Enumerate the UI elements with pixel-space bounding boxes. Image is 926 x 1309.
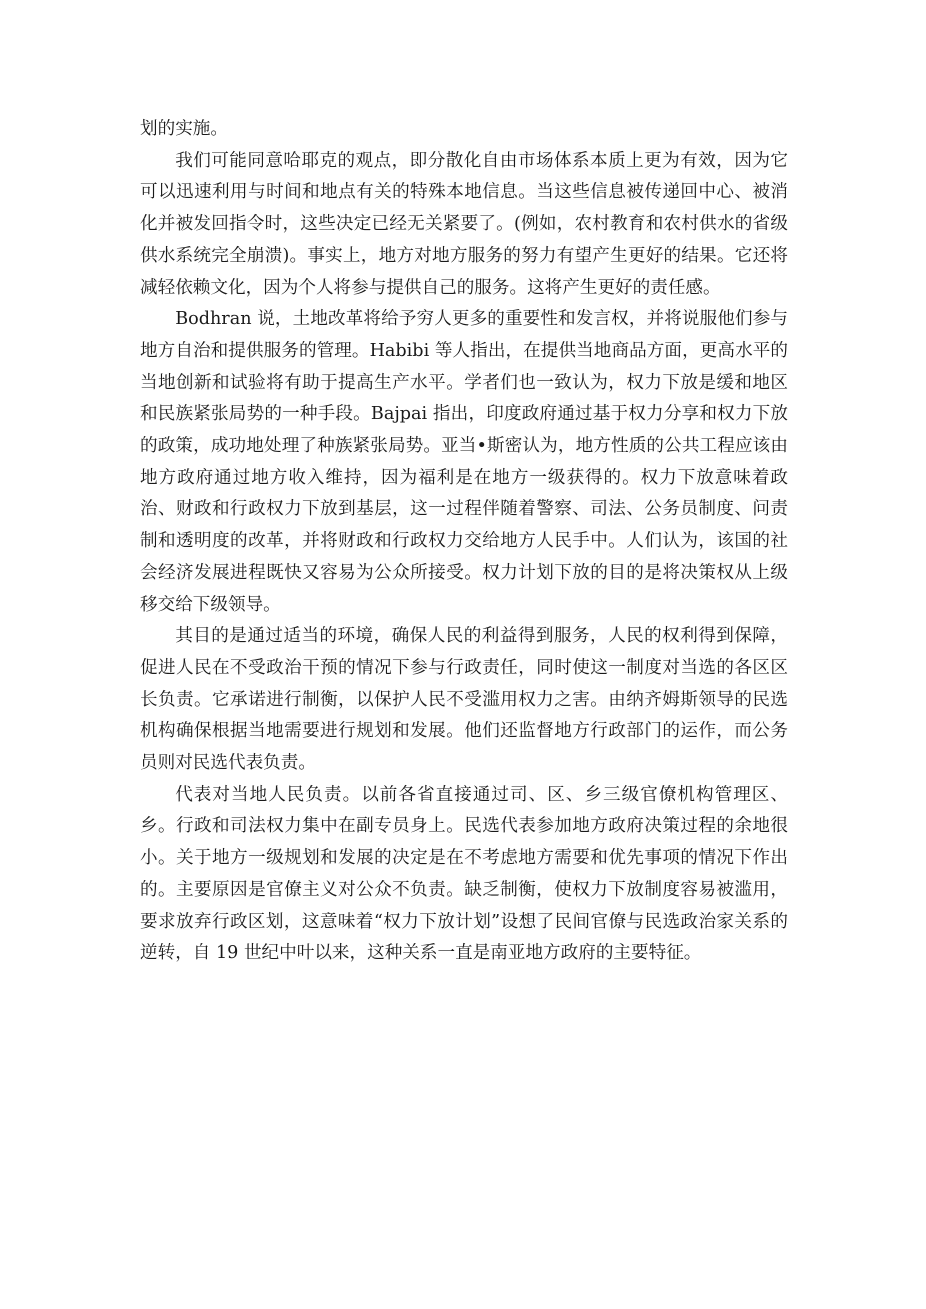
document-body <box>140 114 788 970</box>
paragraph-hayek: 我们可能同意哈耶克的观点，即分散化自由市场体系本质上更为有效，因为它可以迅速利用与时间和地点有关的特殊本地信息。当这些信息被传递回中心、被消化并被发回指令时，这些决定已经无关紧要了。(例如，农村教育和农村供水的省级供水系统完全崩溃)。事实上，地方对地方服务的努力有望产生更好的结果。它还将减轻依赖文化，因为个人将参与提供自己的服务。这将产生更好的责任感。 <box>140 150 788 298</box>
paragraph-purpose: 其目的是通过适当的环境，确保人民的利益得到服务，人民的权利得到保障，促进人民在不受政治干预的情况下参与行政责任，同时使这一制度对当选的各区区长负责。它承诺进行制衡，以保护人民不受滥用权力之害。由纳齐姆斯领导的民选机构确保根据当地需要进行规划和发展。他们还监督地方行政部门的运作，而公务员则对民选代表负责。 <box>140 626 788 774</box>
paragraph-bodhran: Bodhran 说，土地改革将给予穷人更多的重要性和发言权，并将说服他们参与地方自治和提供服务的管理。Habibi 等人指出，在提供当地商品方面，更高水平的当地创新和试验将有助于提高生产水平。学者们也一致认为，权力下放是缓和地区和民族紧张局势的一种手段。Bajpai 指出，印度政府通过基于权力分享和权力下放的政策，成功地处理了种族紧张局势。亚当•斯密认为，地方性质的公共工程应该由地方政府通过地方收入维持，因为福利是在地方一级获得的。权力下放意味着政治、财政和行政权力下放到基层，这一过程伴随着警察、司法、公务员制度、问责制和透明度的改革，并将财政和行政权力交给地方人民手中。人们认为，该国的社会经济发展进程既快又容易为公众所接受。权力计划下放的目的是将决策权从上级移交给下级领导。 <box>140 309 788 615</box>
paragraph-continuation: 划的实施。 <box>140 119 228 139</box>
paragraph-representatives: 代表对当地人民负责。以前各省直接通过司、区、乡三级官僚机构管理区、乡。行政和司法权力集中在副专员身上。民选代表参加地方政府决策过程的余地很小。关于地方一级规划和发展的决定是在不考虑地方需要和优先事项的情况下作出的。主要原因是官僚主义对公众不负责。缺乏制衡，使权力下放制度容易被滥用，要求放弃行政区划，这意味着“权力下放计划”设想了民间官僚与民选政治家关系的逆转，自 19 世纪中叶以来，这种关系一直是南亚地方政府的主要特征。 <box>140 784 788 964</box>
